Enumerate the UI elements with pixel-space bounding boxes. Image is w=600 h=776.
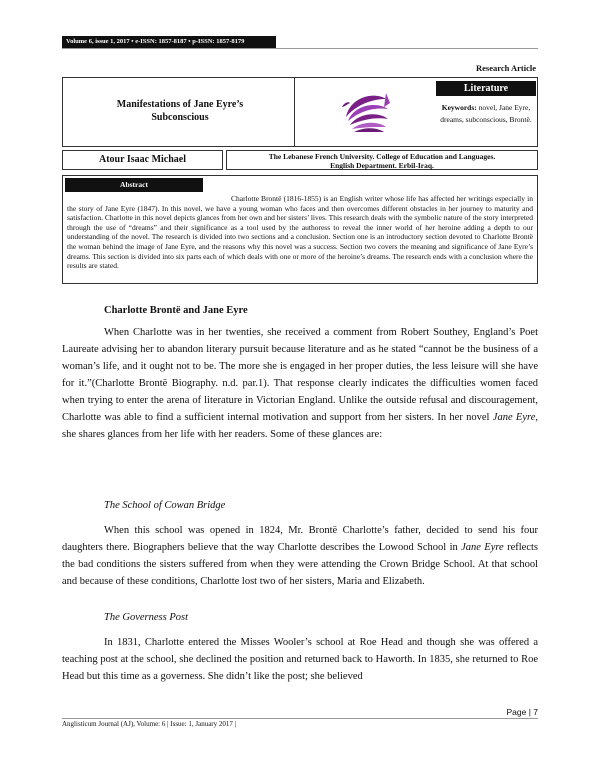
paragraph-2-text-a: When this school was opened in 1824, Mr. Brontë Charlotte’s father, decided to send his four daughters there. Biographers believe that the way Charlotte describes the Lowood School in (62, 525, 538, 553)
keywords-label: Keywords: (441, 103, 477, 112)
journal-info-bar: Volume 6, issue 1, 2017 • e-ISSN: 1857-8187 • p-ISSN: 1857-8179 (62, 36, 276, 48)
affiliation-line-2: English Department. Erbil-Iraq. (330, 161, 434, 170)
paragraph-1-text-b: , she shares glances from her life with her readers. Some of these glances are: (62, 412, 538, 440)
page-number: Page | 7 (506, 707, 538, 717)
abstract-label: Abstract (65, 178, 203, 192)
paragraph-1-text-a: When Charlotte was in her twenties, she received a comment from Robert Southey, England’s Poet Laureate advising her to abandon literary pursuit because literature and as he stated “cannot be the business of a woman’s life, and it ought not to be. The more she is engaged in her proper duties, the less leisure will she have for it.”(Charlotte Brontë Biography. n.d. par.1). That response clearly indicates the difficulties women faced when trying to enter the arena of literature in Victorian England. Unlike the outside refusal and discouragement, Charlotte was able to find a sufficient internal motivation and support from her sisters. In her novel (62, 327, 538, 423)
subheading-governess-post: The Governess Post (104, 612, 188, 623)
keywords (436, 102, 536, 126)
novel-title-italic-2: Jane Eyre (461, 542, 504, 553)
field-label: Literature (436, 81, 536, 96)
author-row (62, 150, 538, 170)
affiliation-line-1: The Lebanese French University. College of Education and Languages. (268, 152, 496, 161)
article-title (75, 98, 285, 124)
title-line-2: Subconscious (151, 112, 209, 123)
paragraph-2-text-b: reflects the bad conditions the sisters suffered from when they were attending the Crown Bridge School. At that school and because of these conditions, Charlotte lost two of her sisters, Maria and Elizabeth. (62, 542, 538, 587)
header-box (62, 77, 538, 147)
journal-logo-icon (296, 80, 434, 146)
subheading-cowan-bridge: The School of Cowan Bridge (104, 500, 226, 511)
paragraph-1 (62, 324, 538, 443)
abstract-text: Charlotte Brontë (1816-1855) is an English writer whose life has affected her writings especially in the story of Jane Eyre (1847). In this novel, we have a young woman who faces and then overcomes different obstacles in her journey to maturity and satisfaction. Charlotte in this novel depicts glances from her own and her sisters’ lives. This research deals with the symbolic nature of the story interpreted through the use of “dreams” and their significance as a tool used by the authoress to reveal the inner world of her heroine adding a depth to our understanding of the novel. The research is divided into two sections and a conclusion. Section one is an introductory section devoted to Charlotte Brontë the woman behind the image of Jane Eyre, and the reasons why this novel was a success. Section two covers the meaning and significance of Jane Eyre’s dreams. This section is divided into six parts each of which deals with one or more of the heroine’s dreams. The research ends with a conclusion where the results are stated. (67, 194, 533, 271)
paragraph-2 (62, 522, 538, 590)
abstract-box (62, 175, 538, 284)
paragraph-3: In 1831, Charlotte entered the Misses Wooler’s school at Roe Head and though she was offered a teaching post at the school, she declined the position and returned back to Haworth. In 1835, she returned to Roe Head but this time as a governess. She didn’t like the post; she believed (62, 637, 538, 682)
author-affiliation (226, 150, 538, 170)
author-name: Atour Isaac Michael (62, 150, 223, 170)
title-line-1: Manifestations of Jane Eyre’s (116, 99, 244, 110)
title-cell (63, 78, 295, 146)
header-divider (62, 48, 538, 49)
footer-divider (62, 718, 538, 719)
keywords-text: novel, Jane Eyre, dreams, subconscious, Brontë. (440, 103, 532, 124)
article-type: Research Article (475, 63, 536, 73)
novel-title-italic: Jane Eyre (492, 412, 536, 423)
section-heading: Charlotte Brontë and Jane Eyre (104, 305, 248, 316)
journal-footer: Anglisticum Journal (AJ), Volume: 6 | Issue: 1, January 2017 | (62, 720, 237, 728)
